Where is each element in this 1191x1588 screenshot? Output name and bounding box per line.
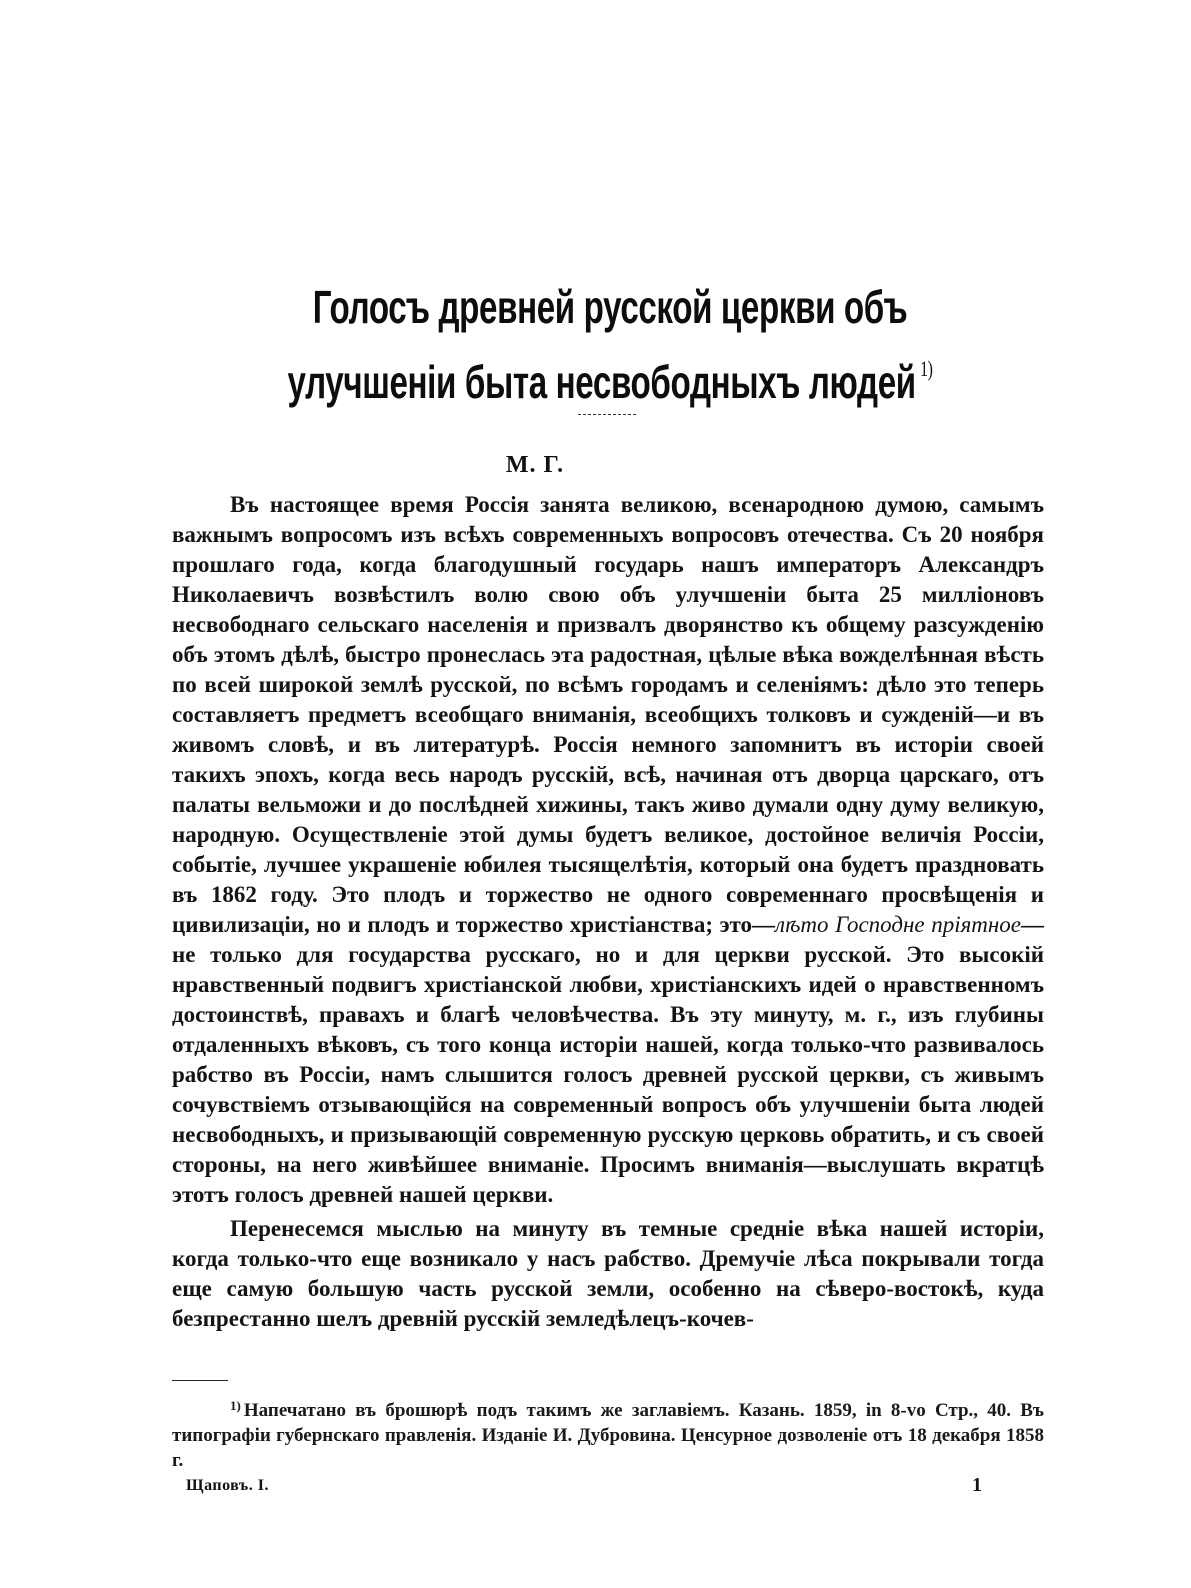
- paragraph-1-text: Въ настоящее время Россiя занята великою, всенародною думою, самымъ важнымъ вопросомъ изъ всѣхъ современныхъ вопросовъ отечества. Съ 20 ноября прошлаго года, когда благодушный государь нашъ императоръ Александръ Николаевичъ возвѣстилъ волю свою объ улучшенiи быта 25 миллiоновъ несвободнаго сельскаго населенiя и призвалъ дворянство къ общему разсужденiю объ этомъ дѣлѣ, быстро пронеслась эта радостная, цѣлые вѣка вожделѣнная вѣсть по всей широкой землѣ русской, по всѣмъ городамъ и селенiямъ: дѣло это теперь составляетъ предметъ всеобщаго вниманiя, всеобщихъ толковъ и сужденiй—и въ живомъ словѣ, и въ литературѣ. Россiя немного запомнитъ въ исторiи своей такихъ эпохъ, когда весь народъ русскiй, всѣ, начиная отъ дворца царскаго, отъ палаты вельможи и до послѣдней хижины, такъ живо думали одну думу великую, народную. Осуществленiе этой думы будетъ великое, достойное величiя Россiи, событiе, лучшее украшенiе юбилея тысящелѣтiя, который она будетъ праздновать въ 1862 году. Это плодъ и торжество не одного современнаго просвѣщенiя и цивилизацiи, но и плодъ и торжество христiанства; это—: [172, 492, 1044, 937]
- title-text: Голосъ древней русской церкви объ улучшенiи быта несвободныхъ людей: [287, 281, 916, 408]
- footnote-separator: [172, 1380, 228, 1381]
- footnote-text: Напечатано въ брошюрѣ подъ такимъ же заглавiемъ. Казань. 1859, in 8-vo Стр., 40. Въ типографiи губернскаго правленiя. Изданiе И. Дубровина. Ценсурное дозволенiе отъ 18 декабря 1858 г.: [172, 1400, 1044, 1471]
- footnote-marker-wrap: [172, 1400, 244, 1421]
- paragraph-1-continuation: —не только для государства русскаго, но и для церкви русской. Это высокiй нравственный подвигъ христiанской любви, христiанскихъ идей о нравственномъ достоинствѣ, правахъ и благѣ человѣчества. Въ эту минуту, м. г., изъ глубины отдаленныхъ вѣковъ, съ того конца исторiи нашей, когда только-что развивалось рабство въ Россiи, намъ слышится голосъ древней русской церкви, съ живымъ сочувствiемъ отзывающiйся на современный вопросъ объ улучшенiи быта людей несвободныхъ, и призывающiй современную русскую церковь обратить, и съ своей стороны, на него живѣйшее вниманiе. Просимъ вниманiя—выслушать вкратцѣ этотъ голосъ древней нашей церкви.: [172, 912, 1044, 1207]
- footnote-marker: 1): [230, 1398, 241, 1413]
- paragraph-1-italic-quote: лѣто Господне прiятное: [775, 912, 1021, 937]
- footnote: [172, 1393, 1044, 1473]
- page-title: [286, 276, 934, 413]
- salutation: М. Г.: [505, 452, 565, 478]
- title-ornament-divider: [578, 414, 636, 425]
- paragraph-2: Перенесемся мыслью на минуту въ темные среднiе вѣка нашей исторiи, когда только-что еще возникало у насъ рабство. Дремучiе лѣса покрывали тогда еще самую большую часть русской земли, особенно на сѣверо-востокѣ, куда безпрестанно шелъ древнiй русскiй земледѣлецъ-кочев-: [172, 1216, 1044, 1331]
- footer-signature: Щаповъ. I.: [186, 1477, 269, 1494]
- page-number: 1: [972, 1474, 982, 1496]
- title-footnote-marker: 1): [920, 356, 933, 381]
- body-text: [172, 490, 1044, 1334]
- paragraph-1: [172, 490, 1044, 1210]
